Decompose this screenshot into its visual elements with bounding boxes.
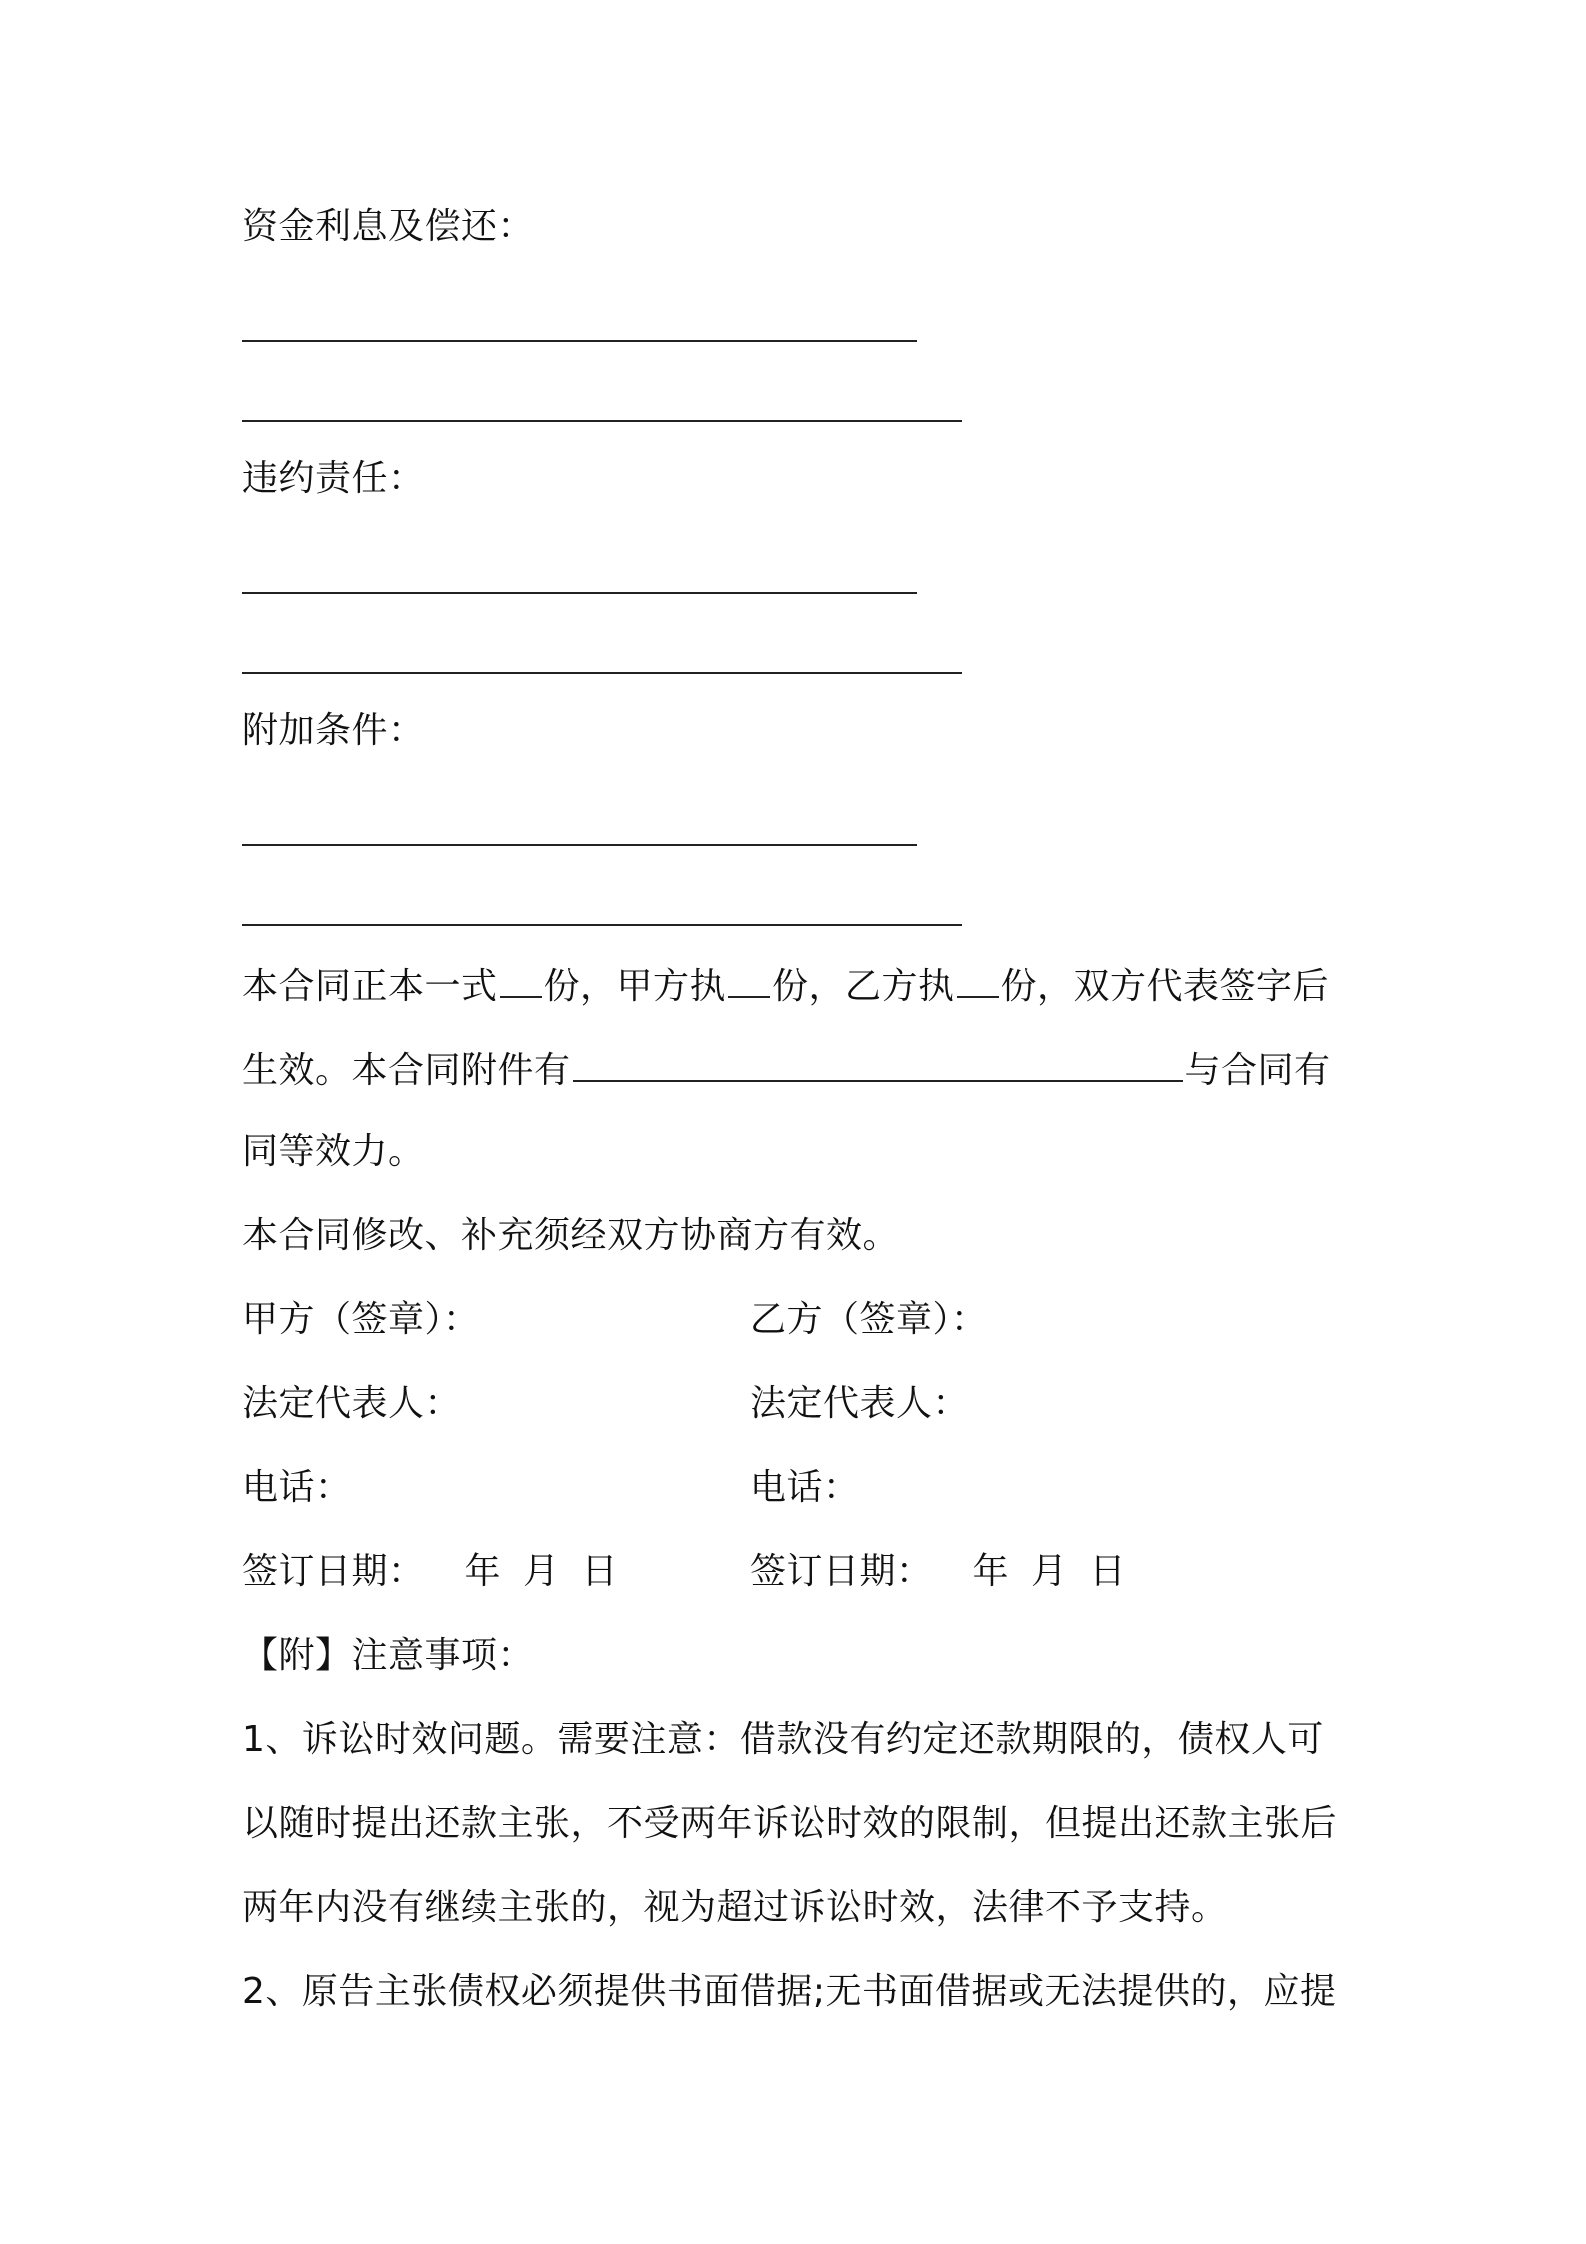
party-b-month: 月 <box>1031 1551 1068 1592</box>
party-a-month: 月 <box>523 1551 560 1592</box>
copies-text-6: 与合同有 <box>1184 1050 1331 1091</box>
party-b-year: 年 <box>972 1551 1010 1592</box>
breach-blank-line-2[interactable] <box>242 672 962 674</box>
notes-item-1-line-2: 以随时提出还款主张，不受两年诉讼时效的限制，但提出还款主张后 <box>242 1803 1338 1844</box>
party-a-phone-label: 电话： <box>242 1467 352 1508</box>
notes-item-2-line-1: 2、原告主张债权必须提供书面借据;无书面借据或无法提供的，应提 <box>242 1971 1337 2012</box>
party-b-phone-label: 电话： <box>750 1467 860 1508</box>
party-b-day: 日 <box>1089 1551 1127 1592</box>
additional-blank-line-1[interactable] <box>242 844 917 846</box>
copies-line-1 <box>242 962 1329 1009</box>
funds-heading: 资金利息及偿还： <box>242 206 535 247</box>
copies-total-blank[interactable] <box>500 962 542 998</box>
copies-text-5: 生效。本合同附件有 <box>242 1050 571 1091</box>
party-a-date-row <box>242 1550 618 1594</box>
copies-text-1: 本合同正本一式 <box>242 966 498 1007</box>
party-b-date-row <box>750 1550 1126 1594</box>
amendment-text: 本合同修改、补充须经双方协商方有效。 <box>242 1215 900 1256</box>
additional-blank-line-2[interactable] <box>242 924 962 926</box>
attachments-blank[interactable] <box>573 1046 1183 1082</box>
funds-blank-line-1[interactable] <box>242 340 917 342</box>
party-b-sign-label: 乙方（签章）： <box>750 1299 988 1340</box>
copies-text-2: 份，甲方执 <box>543 966 727 1007</box>
copies-party-a-blank[interactable] <box>728 962 770 998</box>
copies-text-4: 份，双方代表签字后 <box>1000 966 1330 1007</box>
party-a-sign-label: 甲方（签章）： <box>242 1299 480 1340</box>
funds-blank-line-2[interactable] <box>242 420 962 422</box>
party-a-rep-label: 法定代表人： <box>242 1383 462 1424</box>
copies-party-b-blank[interactable] <box>957 962 999 998</box>
party-b-date-label: 签订日期： <box>750 1551 933 1592</box>
notes-item-1-line-1: 1、诉讼时效问题。需要注意：借款没有约定还款期限的，债权人可 <box>242 1719 1324 1760</box>
additional-heading: 附加条件： <box>242 710 425 751</box>
copies-text-3: 份，乙方执 <box>772 966 955 1007</box>
notes-heading: 【附】注意事项： <box>242 1635 535 1676</box>
breach-heading: 违约责任： <box>242 458 425 499</box>
notes-item-1-line-3: 两年内没有继续主张的，视为超过诉讼时效，法律不予支持。 <box>242 1887 1228 1928</box>
party-a-year: 年 <box>464 1551 502 1592</box>
breach-blank-line-1[interactable] <box>242 592 917 594</box>
party-b-rep-label: 法定代表人： <box>750 1383 970 1424</box>
party-a-day: 日 <box>581 1551 619 1592</box>
party-a-date-label: 签订日期： <box>242 1551 425 1592</box>
copies-line-3: 同等效力。 <box>242 1131 425 1172</box>
copies-line-2 <box>242 1046 1331 1093</box>
